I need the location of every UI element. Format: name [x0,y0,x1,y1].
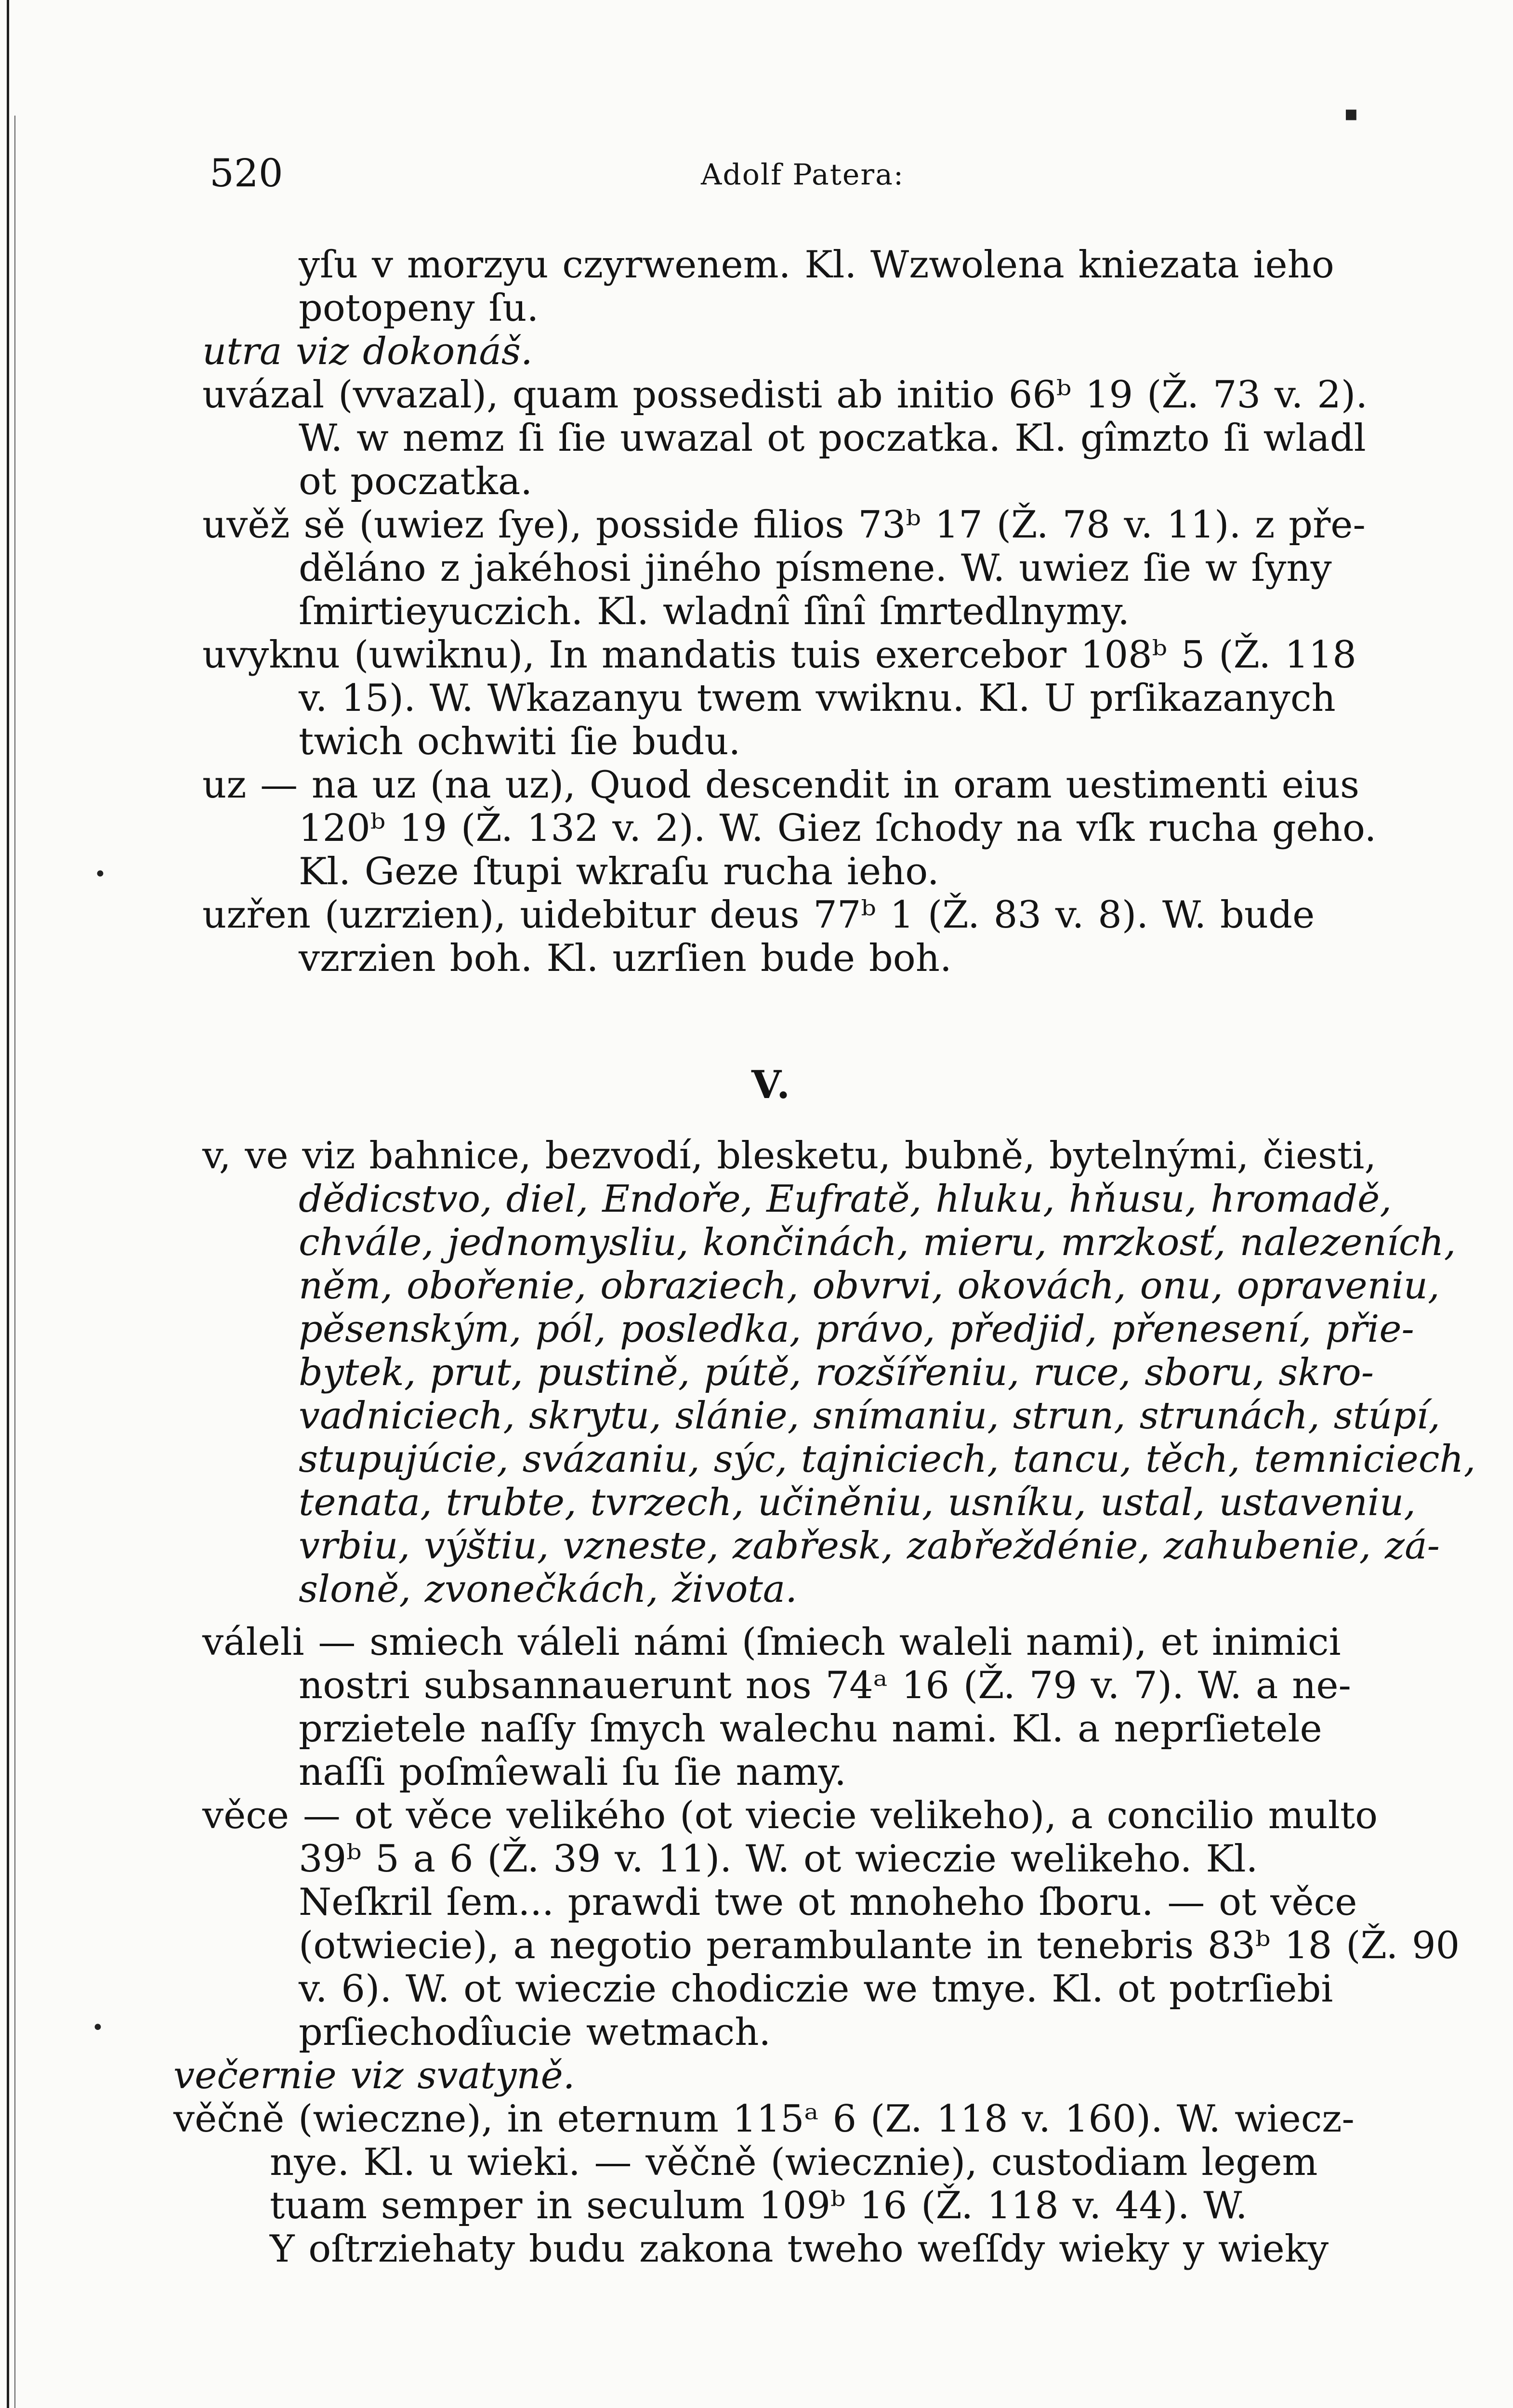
entry-vece [202,1794,1460,2054]
entry-line: vadniciech, skrytu, slánie, snímaniu, strun, strunách, stúpí, [299,1394,1441,1438]
entry-line: yſu v morzyu czyrwenem. Kl. Wzwolena kniezata ieho [299,243,1334,287]
entry-vecernie [173,2054,575,2097]
entry-line: twich ochwiti ſie budu. [299,720,741,763]
entry-v-ve [202,1134,1475,1611]
entry-line: utra viz dokonáš. [202,330,533,373]
entry-line: nye. Kl. u wieki. — věčně (wiecznie), custodiam legem [270,2141,1318,2184]
entry-line: uvázal (vvazal), quam possedisti ab initio 66ᵇ 19 (Ž. 73 v. 2). [202,373,1368,417]
entry-line: věce — ot věce velikého (ot viecie velikeho), a concilio multo [202,1794,1378,1837]
entry-line: vrbiu, výštiu, vzneste, zabřesk, zabřeždénie, zahubenie, zá- [299,1524,1440,1568]
entry-line: tuam semper in seculum 109ᵇ 16 (Ž. 118 v. 44). W. [270,2184,1248,2227]
entry-line: tenata, trubte, tvrzech, učiněniu, usníku, ustal, ustaveniu, [299,1481,1416,1524]
page-header [202,144,1358,202]
running-title: Adolf Patera: [701,158,905,192]
entry-line: chvále, jednomysliu, končinách, mieru, mrzkosť, nalezeních, [299,1221,1456,1264]
entry-line: 120ᵇ 19 (Ž. 132 v. 2). W. Giez ſchody na vſk rucha geho. [299,807,1377,850]
entry-line: v. 6). W. ot wieczie chodiczie we tmye. Kl. ot potrſiebi [299,1967,1333,2011]
entry-uzren [202,893,1315,980]
entry-line: potopeny ſu. [299,287,539,330]
entry-line: ot poczatka. [299,460,533,503]
entry-uvez-se [202,503,1366,633]
entry-line: něm, obořenie, obraziech, obvrvi, okovách, onu, opraveniu, [299,1264,1440,1308]
entry-line: ſmirtieyuczich. Kl. wladnî ſînî ſmrtedlnymy. [299,590,1130,633]
entry-utra [202,330,533,373]
entry-line: Kl. Geze ſtupi wkraſu rucha ieho. [299,850,939,893]
entry-continuation [299,243,1334,330]
entry-line: stupujúcie, svázaniu, sýc, tajniciech, tancu, těch, temniciech, [299,1438,1476,1481]
entry-line: uzřen (uzrzien), uidebitur deus 77ᵇ 1 (Ž. 83 v. 8). W. bude [202,893,1315,937]
entry-line: bytek, prut, pustině, pútě, rozšířeniu, ruce, sboru, skro- [299,1351,1374,1394]
ink-dot: • [94,862,106,887]
entry-line: sloně, zvonečkách, života. [299,1568,798,1611]
entry-line: uz — na uz (na uz), Quod descendit in oram uestimenti eius [202,763,1359,807]
entry-line: pěsenským, pól, posledka, právo, předjid, přenesení, přie- [299,1308,1414,1351]
entry-line: naſſi poſmîewali ſu ſie namy. [299,1751,846,1794]
entry-uz [202,763,1376,893]
page-edge-shadow [7,0,9,2408]
entry-line: uvyknu (uwiknu), In mandatis tuis exercebor 108ᵇ 5 (Ž. 118 [202,633,1356,677]
entry-valeli [202,1621,1351,1794]
section-title: V. [751,1062,792,1107]
entry-line: uvěž sě (uwiez ſye), posside filios 73ᵇ 17 (Ž. 78 v. 11). z pře- [202,503,1366,547]
entry-line: 39ᵇ 5 a 6 (Ž. 39 v. 11). W. ot wieczie welikeho. Kl. [299,1837,1258,1881]
entry-line: prſiechodîucie wetmach. [299,2011,771,2054]
entry-uvyknu [202,633,1356,763]
entry-line: dědicstvo, diel, Endoře, Eufratě, hluku, hňusu, hromadě, [299,1178,1392,1221]
entry-uvazal [202,373,1368,503]
entry-vecne [173,2097,1355,2271]
entry-line: váleli — smiech váleli námi (ſmiech waleli nami), et inimici [202,1621,1341,1664]
entry-line: przietele naſſy ſmych walechu nami. Kl. a neprſietele [299,1707,1322,1751]
entry-line: nostri subsannauerunt nos 74ᵃ 16 (Ž. 79 v. 7). W. a ne- [299,1664,1351,1707]
entry-line: večernie viz svatyně. [173,2054,575,2097]
entry-line: Y oſtrziehaty budu zakona tweho weſſdy wieky y wieky [270,2227,1329,2271]
entry-line: v. 15). W. Wkazanyu twem vwiknu. Kl. U prſikazanych [299,677,1336,720]
page-number: 520 [210,151,283,196]
entry-line: Neſkril ſem... prawdi twe ot mnoheho ſboru. — ot věce [299,1881,1357,1924]
entry-line: (otwiecie), a negotio perambulante in tenebris 83ᵇ 18 (Ž. 90 [299,1924,1460,1967]
ink-mark: ▪ [1344,101,1358,126]
entry-line: v, ve viz bahnice, bezvodí, blesketu, bubně, bytelnými, čiesti, [202,1134,1377,1178]
entry-line: W. w nemz ſi ſie uwazal ot poczatka. Kl. gîmzto ſi wladl [299,417,1366,460]
ink-dot: • [92,2015,104,2040]
entry-line: vzrzien boh. Kl. uzrſien bude boh. [299,937,952,980]
entry-line: děláno z jakéhosi jiného písmene. W. uwiez ſie w ſyny [299,547,1332,590]
entry-line: věčně (wieczne), in eternum 115ᵃ 6 (Z. 118 v. 160). W. wiecz- [173,2097,1355,2141]
page-edge-line [14,116,15,2408]
